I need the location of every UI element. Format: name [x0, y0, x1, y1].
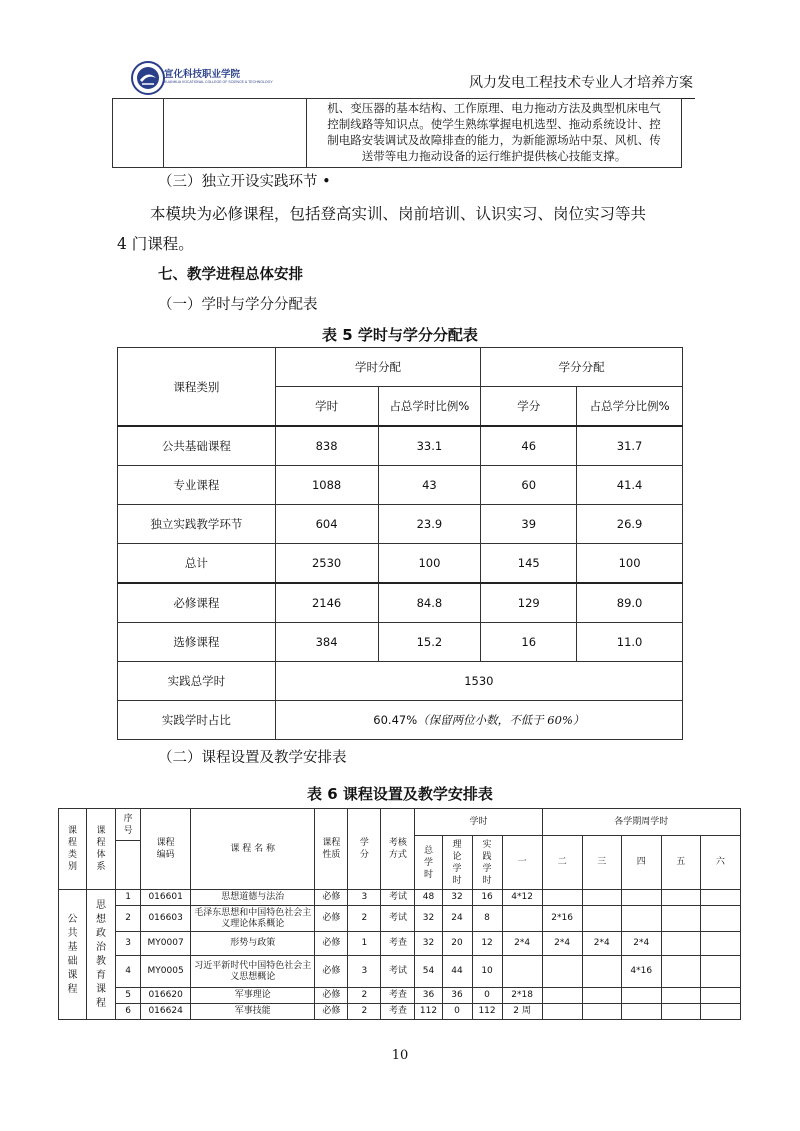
header-weekly: 各学期周学时 — [542, 809, 740, 836]
s2 — [542, 988, 582, 1004]
s1: 2*4 — [502, 932, 542, 956]
header-hours-ratio: 占总学时比例% — [378, 387, 481, 427]
practice-hours: 112 — [472, 1004, 502, 1020]
seq: 1 — [116, 890, 141, 906]
course-name: 军事技能 — [191, 1004, 315, 1020]
header-credits-group: 学分分配 — [481, 348, 683, 387]
nature: 必修 — [315, 906, 348, 932]
page-number: 10 — [391, 1048, 409, 1063]
page-header — [112, 58, 695, 99]
credit: 1 — [348, 932, 381, 956]
row-credits-ratio: 11.0 — [577, 623, 683, 662]
seq: 5 — [116, 988, 141, 1004]
theory-hours: 20 — [442, 932, 472, 956]
section3-paragraph-line1: 本模块为必修课程，包括登高实训、岗前培训、认识实习、岗位实习等共 — [150, 205, 647, 223]
header-credit: 学分 — [348, 809, 381, 890]
table-row — [118, 583, 683, 623]
row-hours: 838 — [275, 426, 378, 466]
credit: 2 — [348, 988, 381, 1004]
s6 — [700, 932, 740, 956]
row-name: 必修课程 — [118, 583, 276, 623]
s3 — [582, 956, 621, 988]
theory-hours: 44 — [442, 956, 472, 988]
row-credits-ratio: 89.0 — [577, 583, 683, 623]
exam: 考试 — [381, 890, 415, 906]
theory-hours: 36 — [442, 988, 472, 1004]
s6 — [700, 1004, 740, 1020]
table-row — [59, 956, 741, 988]
practice-total-label: 实践总学时 — [118, 662, 276, 701]
exam: 考试 — [381, 956, 415, 988]
practice-ratio-value: 60.47% — [373, 713, 418, 727]
s2 — [542, 890, 582, 906]
course-name: 思想道德与法治 — [191, 890, 315, 906]
practice-hours: 0 — [472, 988, 502, 1004]
s6 — [700, 988, 740, 1004]
credit: 3 — [348, 956, 381, 988]
s4 — [621, 906, 661, 932]
table-row — [118, 426, 683, 466]
semester-4: 四 — [621, 836, 661, 890]
practice-ratio-cell — [275, 701, 682, 740]
row-hours-ratio: 84.8 — [378, 583, 481, 623]
course-name: 形势与政策 — [191, 932, 315, 956]
s5 — [661, 1004, 700, 1020]
s4: 2*4 — [621, 932, 661, 956]
table5-title: 表 5 学时与学分分配表 — [322, 326, 478, 344]
s1: 2*18 — [502, 988, 542, 1004]
header-theory: 理论学时 — [442, 836, 472, 890]
header-exam: 考核方式 — [381, 809, 415, 890]
table-row — [118, 623, 683, 662]
table-row — [59, 906, 741, 932]
row-credits: 60 — [481, 466, 577, 505]
s3 — [582, 890, 621, 906]
table-row — [59, 932, 741, 956]
description-line: 送带等电力拖动设备的运行维护提供核心技能支撑。 — [361, 149, 627, 163]
nature: 必修 — [315, 890, 348, 906]
nature: 必修 — [315, 988, 348, 1004]
header-hours: 学时 — [275, 387, 378, 427]
s2: 2*16 — [542, 906, 582, 932]
row-hours: 604 — [275, 505, 378, 544]
practice-hours: 12 — [472, 932, 502, 956]
row-credits-ratio: 41.4 — [577, 466, 683, 505]
header-credits-ratio: 占总学分比例% — [577, 387, 683, 427]
header-name: 课 程 名 称 — [191, 809, 315, 890]
empty-cell — [164, 99, 307, 168]
s4 — [621, 988, 661, 1004]
empty-cell — [116, 841, 141, 890]
total-hours: 54 — [415, 956, 442, 988]
table5 — [117, 347, 683, 740]
credit: 2 — [348, 1004, 381, 1020]
row-name: 总计 — [118, 544, 276, 584]
semester-1: 一 — [502, 836, 542, 890]
row-name: 独立实践教学环节 — [118, 505, 276, 544]
table-row — [59, 890, 741, 906]
s6 — [700, 906, 740, 932]
course-name: 军事理论 — [191, 988, 315, 1004]
table-row — [118, 662, 683, 701]
table6-title: 表 6 课程设置及教学安排表 — [307, 785, 493, 803]
header-hours-group: 学时分配 — [275, 348, 481, 387]
code: 016601 — [141, 890, 191, 906]
header-seq: 序号 — [116, 809, 141, 841]
header-category: 课程类别 — [118, 348, 276, 427]
s1: 4*12 — [502, 890, 542, 906]
semester-6: 六 — [700, 836, 740, 890]
code: 016620 — [141, 988, 191, 1004]
college-name: 宣化科技职业学院 — [164, 69, 241, 80]
practice-total-value: 1530 — [275, 662, 682, 701]
section3-paragraph-line2: 4 门课程。 — [117, 235, 194, 253]
row-credits: 145 — [481, 544, 577, 584]
description-line: 机、变压器的基本结构、工作原理、电力拖动方法及典型机床电气 — [327, 101, 661, 115]
row-hours: 2530 — [275, 544, 378, 584]
course-name: 毛泽东思想和中国特色社会主义理论体系概论 — [191, 906, 315, 932]
nature: 必修 — [315, 1004, 348, 1020]
credit: 3 — [348, 890, 381, 906]
row-credits: 16 — [481, 623, 577, 662]
course-description — [307, 99, 682, 168]
code: MY0005 — [141, 956, 191, 988]
total-hours: 32 — [415, 906, 442, 932]
header-credits: 学分 — [481, 387, 577, 427]
college-name-en: XUANHUA VOCATIONAL COLLEGE OF SCIENCE & TECHNOLOGY — [164, 80, 273, 84]
continued-table — [112, 98, 682, 168]
s3 — [582, 1004, 621, 1020]
exam: 考查 — [381, 1004, 415, 1020]
table-row — [118, 505, 683, 544]
header-category: 课程类别 — [59, 809, 87, 890]
table6 — [58, 808, 741, 1020]
practice-hours: 8 — [472, 906, 502, 932]
theory-hours: 0 — [442, 1004, 472, 1020]
document-title: 风力发电工程技术专业人才培养方案 — [469, 75, 693, 91]
table-row — [59, 988, 741, 1004]
semester-2: 二 — [542, 836, 582, 890]
theory-hours: 24 — [442, 906, 472, 932]
credit: 2 — [348, 906, 381, 932]
description-line: 控制线路等知识点。使学生熟练掌握电机选型、拖动系统设计、控 — [327, 117, 661, 131]
code: MY0007 — [141, 932, 191, 956]
row-hours-ratio: 43 — [378, 466, 481, 505]
header-practice: 实践学时 — [472, 836, 502, 890]
seq: 3 — [116, 932, 141, 956]
course-name: 习近平新时代中国特色社会主义思想概论 — [191, 956, 315, 988]
header-code: 课程编码 — [141, 809, 191, 890]
header-total: 总学时 — [415, 836, 442, 890]
row-hours: 1088 — [275, 466, 378, 505]
code: 016624 — [141, 1004, 191, 1020]
s2 — [542, 956, 582, 988]
section7-heading: 七、教学进程总体安排 — [158, 267, 303, 283]
sub2-heading: （二）课程设置及教学安排表 — [158, 750, 347, 766]
practice-hours: 10 — [472, 956, 502, 988]
semester-5: 五 — [661, 836, 700, 890]
s5 — [661, 956, 700, 988]
table-row — [118, 701, 683, 740]
s2 — [542, 1004, 582, 1020]
total-hours: 112 — [415, 1004, 442, 1020]
s5 — [661, 932, 700, 956]
semester-3: 三 — [582, 836, 621, 890]
s1 — [502, 956, 542, 988]
college-logo-icon — [130, 60, 166, 96]
row-hours-ratio: 15.2 — [378, 623, 481, 662]
row-credits: 39 — [481, 505, 577, 544]
row-hours-ratio: 100 — [378, 544, 481, 584]
row-credits-ratio: 100 — [577, 544, 683, 584]
table-row — [118, 544, 683, 584]
practice-ratio-label: 实践学时占比 — [118, 701, 276, 740]
total-hours: 36 — [415, 988, 442, 1004]
row-name: 公共基础课程 — [118, 426, 276, 466]
row-name: 专业课程 — [118, 466, 276, 505]
s1: 2 周 — [502, 1004, 542, 1020]
practice-hours: 16 — [472, 890, 502, 906]
exam: 考查 — [381, 932, 415, 956]
s4: 4*16 — [621, 956, 661, 988]
theory-hours: 32 — [442, 890, 472, 906]
total-hours: 48 — [415, 890, 442, 906]
s5 — [661, 906, 700, 932]
section3-heading: （三）独立开设实践环节 • — [158, 174, 331, 190]
table-row — [118, 466, 683, 505]
table-row — [59, 1004, 741, 1020]
s1 — [502, 906, 542, 932]
s3: 2*4 — [582, 932, 621, 956]
header-hours: 学时 — [415, 809, 542, 836]
row-hours: 2146 — [275, 583, 378, 623]
s4 — [621, 1004, 661, 1020]
sub1-heading: （一）学时与学分分配表 — [158, 297, 318, 313]
exam: 考试 — [381, 906, 415, 932]
seq: 2 — [116, 906, 141, 932]
empty-cell — [113, 99, 164, 168]
row-credits: 129 — [481, 583, 577, 623]
row-credits-ratio: 31.7 — [577, 426, 683, 466]
s5 — [661, 890, 700, 906]
practice-ratio-note: （保留两位小数，不低于 60%） — [417, 713, 585, 727]
s3 — [582, 988, 621, 1004]
header-system: 课程体系 — [87, 809, 116, 890]
s6 — [700, 890, 740, 906]
system-cell: 思想政治教育课程 — [87, 890, 116, 1020]
category-cell: 公共基础课程 — [59, 890, 87, 1020]
nature: 必修 — [315, 956, 348, 988]
row-name: 选修课程 — [118, 623, 276, 662]
s3 — [582, 906, 621, 932]
s5 — [661, 988, 700, 1004]
s2: 2*4 — [542, 932, 582, 956]
exam: 考查 — [381, 988, 415, 1004]
nature: 必修 — [315, 932, 348, 956]
row-hours: 384 — [275, 623, 378, 662]
seq: 6 — [116, 1004, 141, 1020]
s4 — [621, 890, 661, 906]
header-nature: 课程性质 — [315, 809, 348, 890]
row-credits-ratio: 26.9 — [577, 505, 683, 544]
row-hours-ratio: 23.9 — [378, 505, 481, 544]
total-hours: 32 — [415, 932, 442, 956]
s6 — [700, 956, 740, 988]
description-line: 制电路安装调试及故障排查的能力，为新能源场站中泵、风机、传 — [327, 133, 661, 147]
code: 016603 — [141, 906, 191, 932]
row-credits: 46 — [481, 426, 577, 466]
seq: 4 — [116, 956, 141, 988]
row-hours-ratio: 33.1 — [378, 426, 481, 466]
